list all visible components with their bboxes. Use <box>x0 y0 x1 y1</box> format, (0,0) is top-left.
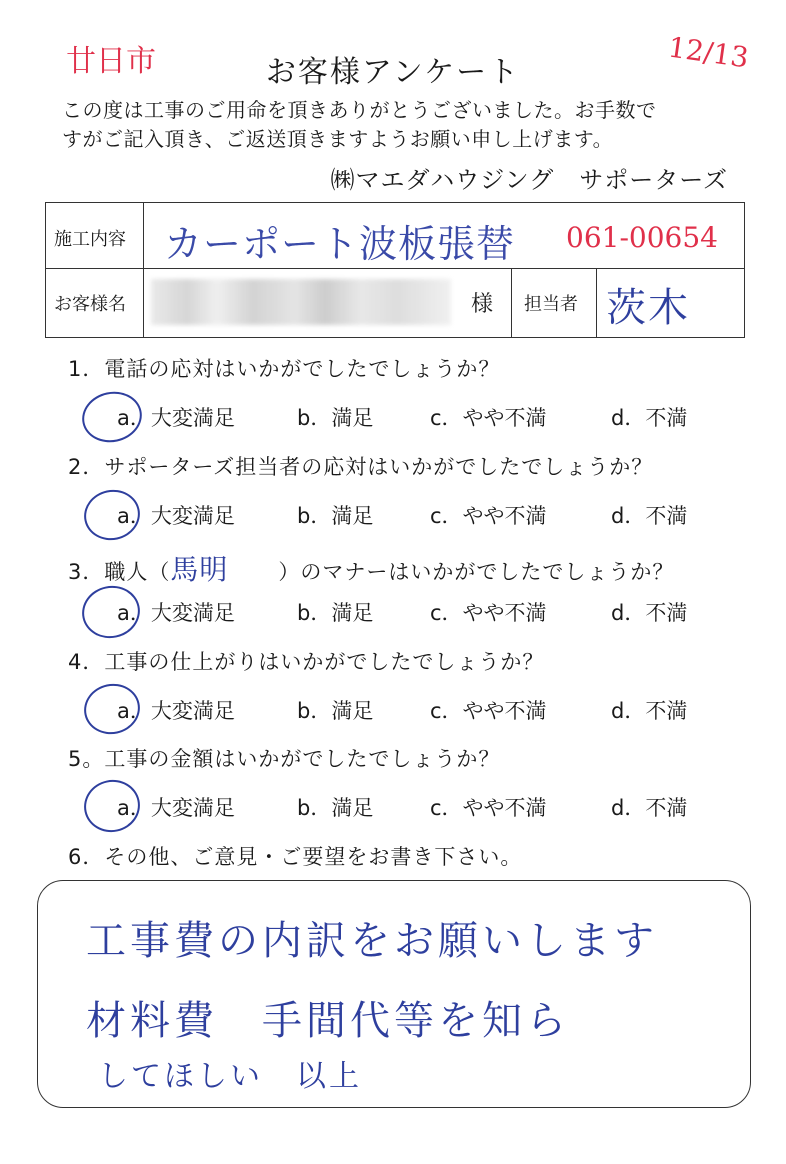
company-name: ㈱マエダハウジング サポーターズ <box>330 166 728 194</box>
q5-selection-circle <box>79 775 145 838</box>
table-column-divider <box>143 203 144 337</box>
info-table <box>45 202 745 338</box>
q3-selection-circle <box>77 581 145 644</box>
q5-option-b[interactable]: b．満足 <box>297 796 374 820</box>
handwritten-craftsman: 馬明 <box>170 553 229 586</box>
question-3 <box>68 548 674 588</box>
question-6: 6．その他、ご意見・ご要望をお書き下さい。 <box>68 845 523 869</box>
q2-option-d[interactable]: d．不満 <box>611 504 688 528</box>
q5-option-a[interactable]: a．大変満足 <box>117 796 235 820</box>
intro-line-2: すがご記入頂き、ご返送頂きますようお願い申し上げます。 <box>62 127 614 151</box>
question-1: 1．電話の応対はいかがでしたでしょうか？ <box>68 357 501 381</box>
q1-option-a[interactable]: a．大変満足 <box>117 406 235 430</box>
question-5: 5。工事の金額はいかがでしたでしょうか？ <box>68 747 501 771</box>
remarks-line-1: 工事費の内訳をお願いします <box>86 918 658 964</box>
survey-title: お客様アンケート <box>265 55 521 90</box>
q4-option-c[interactable]: c．やや不満 <box>430 699 547 723</box>
redacted-customer-name <box>151 279 451 325</box>
q3-option-d[interactable]: d．不満 <box>611 601 688 625</box>
handwritten-work: カーポート波板張替 <box>164 222 516 266</box>
label-honorific: 様 <box>471 292 494 317</box>
label-work: 施工内容 <box>54 229 126 250</box>
intro-line-1: この度は工事のご用命を頂きありがとうございました。お手数で <box>62 98 657 122</box>
question-2: 2．サポーターズ担当者の応対はいかがでしたでしょうか？ <box>68 455 654 479</box>
q4-option-a[interactable]: a．大変満足 <box>117 699 235 723</box>
q5-option-d[interactable]: d．不満 <box>611 796 688 820</box>
label-staff: 担当者 <box>524 294 578 315</box>
q4-option-b[interactable]: b．満足 <box>297 699 374 723</box>
q1-selection-circle <box>77 386 146 447</box>
q1-option-d[interactable]: d．不満 <box>611 406 688 430</box>
question-4: 4．工事の仕上がりはいかがでしたでしょうか？ <box>68 650 545 674</box>
q4-selection-circle <box>79 679 144 740</box>
q3-option-c[interactable]: c．やや不満 <box>430 601 547 625</box>
q1-option-b[interactable]: b．満足 <box>297 406 374 430</box>
handwritten-date: 12/13 <box>666 30 751 75</box>
intro-text <box>62 96 742 154</box>
q2-option-c[interactable]: c．やや不満 <box>430 504 547 528</box>
q3-prefix: 3．職人（ <box>68 560 171 584</box>
q2-option-b[interactable]: b．満足 <box>297 504 374 528</box>
q3-suffix: ）のマナーはいかがでしたでしょうか？ <box>278 560 675 584</box>
q2-option-a[interactable]: a．大変満足 <box>117 504 235 528</box>
q3-option-a[interactable]: a．大変満足 <box>117 601 235 625</box>
handwritten-city: 廿日市 <box>66 44 156 79</box>
q2-selection-circle <box>79 485 144 546</box>
q1-option-c[interactable]: c．やや不満 <box>430 406 547 430</box>
q5-option-c[interactable]: c．やや不満 <box>430 796 547 820</box>
q3-option-b[interactable]: b．満足 <box>297 601 374 625</box>
handwritten-staff: 茨木 <box>606 285 690 331</box>
remarks-box[interactable] <box>37 880 751 1108</box>
remarks-line-3: してほしい 以上 <box>98 1059 362 1094</box>
q4-option-d[interactable]: d．不満 <box>611 699 688 723</box>
handwritten-order-no: 061-00654 <box>566 221 718 254</box>
remarks-line-2: 材料費 手間代等を知ら <box>86 998 570 1044</box>
label-customer: お客様名 <box>54 294 126 315</box>
table-column-divider <box>596 268 597 337</box>
table-row-divider <box>46 268 744 269</box>
table-column-divider <box>511 268 512 337</box>
